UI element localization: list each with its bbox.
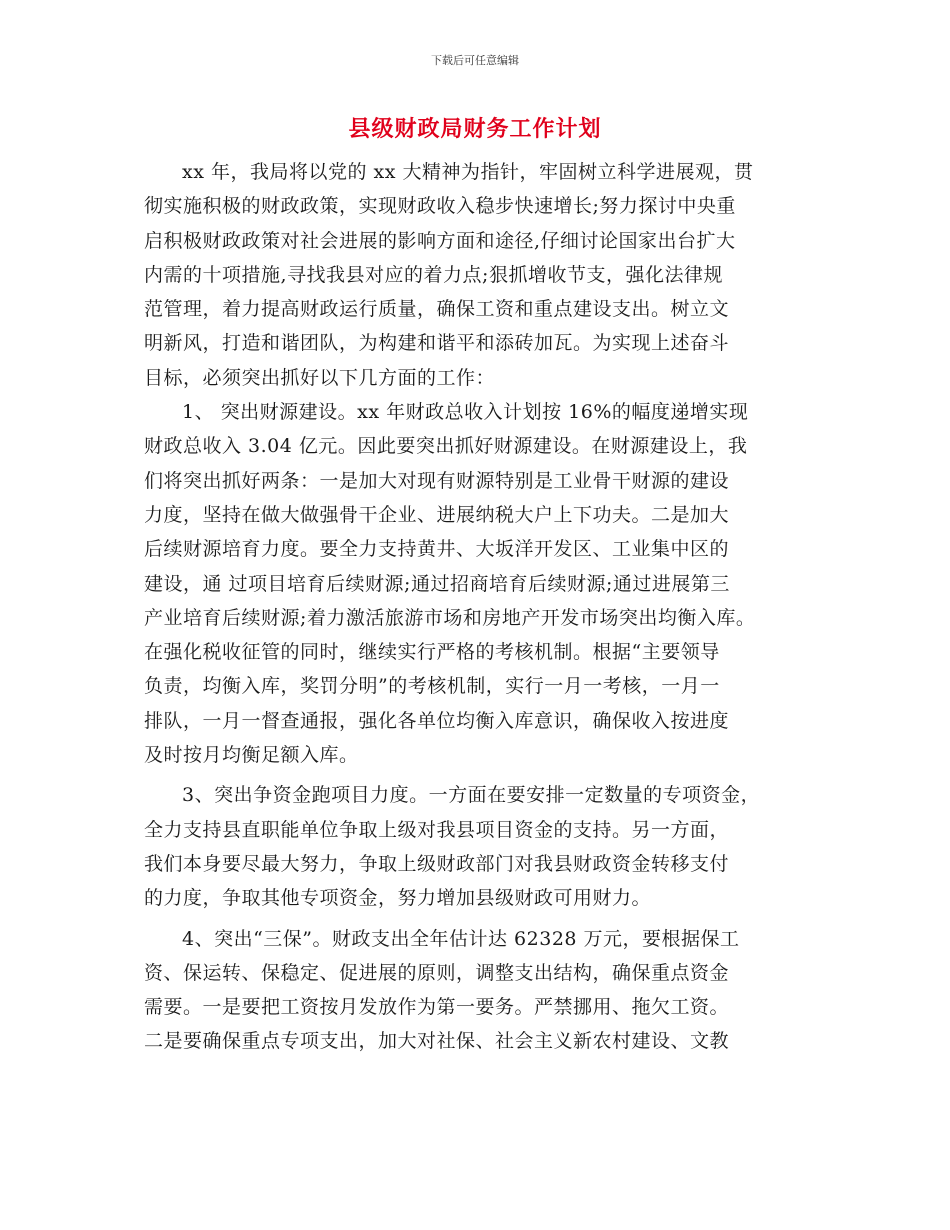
text-line: 4、突出“三保”。财政支出全年估计达 62328 万元，要根据保工	[182, 927, 740, 950]
text-line: 启积极财政政策对社会进展的影响方面和途径,仔细讨论国家出台扩大	[144, 229, 736, 252]
text-line: 财政总收入 3.04 亿元。因此要突出抓好财源建设。在财源建设上，我	[144, 435, 748, 458]
text-line: 资、保运转、保稳定、促进展的原则，调整支出结构，确保重点资金	[144, 961, 730, 984]
page-header: 下载后可任意编辑	[431, 54, 519, 67]
text-line: 力度，坚持在做大做强骨干企业、进展纳税大户上下功夫。二是加大	[144, 503, 730, 526]
text-line: 我们本身要尽最大努力，争取上级财政部门对我县财政资金转移支付	[144, 852, 730, 875]
text-line: 的力度，争取其他专项资金，努力增加县级财政可用财力。	[144, 887, 652, 910]
text-line: 们将突出抓好两条：一是加大对现有财源特别是工业骨干财源的建设	[144, 469, 730, 492]
text-line: 全力支持县直职能单位争取上级对我县项目资金的支持。另一方面，	[144, 818, 730, 841]
text-line: 内需的十项措施,寻找我县对应的着力点;狠抓增收节支，强化法律规	[144, 263, 723, 286]
text-line: xx 年，我局将以党的 xx 大精神为指针，牢固树立科学进展观，贯	[182, 161, 754, 183]
text-line: 及时按月均衡足额入库。	[144, 744, 359, 767]
text-line: 范管理，着力提高财政运行质量，确保工资和重点建设支出。树立文	[144, 298, 730, 321]
text-line: 二是要确保重点专项支出，加大对社保、社会主义新农村建设、文教	[144, 1030, 730, 1053]
text-line: 3、突出争资金跑项目力度。一方面在要安排一定数量的专项资金，	[182, 784, 761, 807]
text-line: 负责，均衡入库，奖罚分明”的考核机制，实行一月一考核，一月一	[144, 675, 720, 698]
text-line: 产业培育后续财源;着力激活旅游市场和房地产开发市场突出均衡入库。	[144, 606, 756, 629]
text-line: 在强化税收征管的同时，继续实行严格的考核机制。根据“主要领导	[144, 641, 720, 664]
text-line: 后续财源培育力度。要全力支持黄井、大坂洋开发区、工业集中区的	[144, 538, 730, 561]
text-line: 目标，必须突出抓好以下几方面的工作：	[144, 366, 496, 389]
document-title: 县级财政局财务工作计划	[348, 116, 602, 142]
document-body	[144, 155, 824, 1059]
text-line: 排队，一月一督查通报，强化各单位均衡入库意识，确保收入按进度	[144, 709, 730, 732]
text-line: 需要。一是要把工资按月发放作为第一要务。严禁挪用、拖欠工资。	[144, 996, 730, 1019]
text-line: 建设，通 过项目培育后续财源;通过招商培育后续财源;通过进展第三	[144, 572, 730, 595]
text-line: 1、 突出财源建设。xx 年财政总收入计划按 16%的幅度递增实现	[182, 401, 749, 424]
text-line: 彻实施积极的财政政策，实现财政收入稳步快速增长;努力探讨中央重	[144, 195, 736, 218]
text-line: 明新风，打造和谐团队，为构建和谐平和添砖加瓦。为实现上述奋斗	[144, 332, 730, 355]
